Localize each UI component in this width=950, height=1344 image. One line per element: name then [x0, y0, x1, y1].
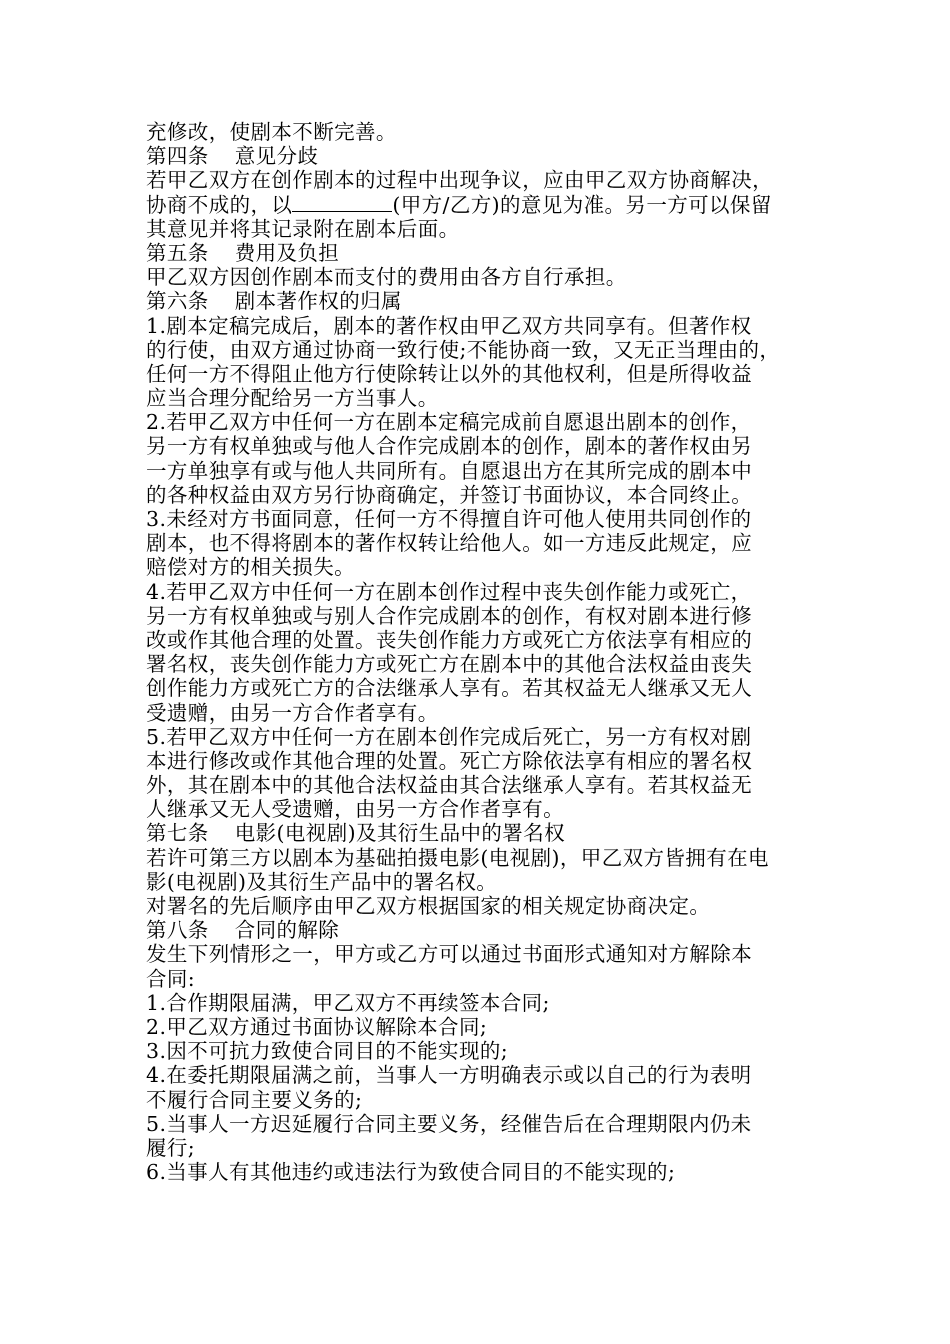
list-item: 履行;	[146, 1135, 196, 1160]
body-line: 改或作其他合理的处置。丧失创作能力方或死亡方依法享有相应的	[146, 627, 753, 652]
list-item: 1.合作期限届满，甲乙双方不再续签本合同;	[146, 990, 550, 1015]
body-line: 影(电视剧)及其衍生产品中的署名权。	[146, 869, 498, 894]
body-line: 署名权，丧失创作能力方或死亡方在剧本中的其他合法权益由丧失	[146, 652, 753, 677]
body-line: 发生下列情形之一，甲方或乙方可以通过书面形式通知对方解除本	[146, 942, 753, 967]
body-line: 对署名的先后顺序由甲乙双方根据国家的相关规定协商决定。	[146, 894, 711, 918]
body-line: 本进行修改或作其他合理的处置。死亡方除依法享有相应的署名权	[146, 748, 753, 773]
article-heading	[146, 289, 814, 313]
body-line: 3.未经对方书面同意，任何一方不得擅自许可他人使用共同创作的	[146, 507, 752, 531]
body-line: 4.若甲乙双方中任何一方在剧本创作过程中丧失创作能力或死亡，	[146, 579, 752, 604]
body-line: 充修改，使剧本不断完善。	[146, 120, 397, 144]
body-line: 2.若甲乙双方中任何一方在剧本定稿完成前自愿退出剧本的创作，	[146, 410, 752, 435]
article-title: 合同的解除	[234, 918, 340, 943]
list-item: 不履行合同主要义务的;	[146, 1087, 363, 1112]
body-line: 人继承又无人受遗赠，由另一方合作者享有。	[146, 797, 564, 822]
article-title: 费用及负担	[234, 240, 340, 265]
body-line: 剧本，也不得将剧本的著作权转让给他人。如一方违反此规定，应	[146, 531, 753, 556]
body-line	[146, 193, 814, 217]
body-text: (甲方/乙方)的意见为准。另一方可以保留	[392, 192, 772, 217]
body-line: 合同:	[146, 966, 196, 991]
body-line: 5.若甲乙双方中任何一方在剧本创作完成后死亡，另一方有权对剧	[146, 724, 752, 749]
body-line: 另一方有权单独或与别人合作完成剧本的创作，有权对剧本进行修	[146, 603, 753, 628]
article-heading	[146, 821, 814, 845]
list-item: 5.当事人一方迟延履行合同主要义务，经催告后在合理期限内仍未	[146, 1111, 752, 1136]
body-line: 若甲乙双方在创作剧本的过程中出现争议，应由甲乙双方协商解决，	[146, 168, 773, 193]
list-item: 3.因不可抗力致使合同目的不能实现的;	[146, 1039, 509, 1064]
list-item: 4.在委托期限届满之前，当事人一方明确表示或以自己的行为表明	[146, 1063, 752, 1088]
article-title: 剧本著作权的归属	[234, 289, 402, 314]
article-number: 第八条	[146, 918, 209, 943]
list-item: 2.甲乙双方通过书面协议解除本合同;	[146, 1014, 488, 1039]
body-line: 若许可第三方以剧本为基础拍摄电影(电视剧)，甲乙双方皆拥有在电	[146, 845, 769, 870]
body-line: 的行使，由双方通过协商一致行使;不能协商一致，又无正当理由的，	[146, 337, 781, 362]
body-line: 甲乙双方因创作剧本而支付的费用由各方自行承担。	[146, 265, 627, 290]
body-line: 一方单独享有或与他人共同所有。自愿退出方在其所完成的剧本中	[146, 458, 753, 483]
body-line: 的各种权益由双方另行协商确定，并签订书面协议，本合同终止。	[146, 482, 753, 507]
article-heading	[146, 144, 814, 168]
article-heading	[146, 918, 814, 942]
list-item: 6.当事人有其他违约或违法行为致使合同目的不能实现的;	[146, 1160, 676, 1185]
body-line: 外，其在剧本中的其他合法权益由其合法继承人享有。若其权益无	[146, 773, 753, 798]
fill-in-blank[interactable]	[292, 194, 392, 212]
article-number: 第六条	[146, 289, 209, 314]
body-line: 受遗赠，由另一方合作者享有。	[146, 700, 439, 725]
article-title: 意见分歧	[234, 144, 319, 169]
article-number: 第四条	[146, 144, 209, 169]
document-body	[146, 120, 814, 1184]
body-line: 另一方有权单独或与他人合作完成剧本的创作，剧本的著作权由另	[146, 434, 753, 459]
article-number: 第五条	[146, 240, 209, 265]
body-line: 赔偿对方的相关损失。	[146, 555, 355, 580]
body-line: 任何一方不得阻止他方行使除转让以外的其他权利，但是所得收益	[146, 361, 753, 386]
article-heading	[146, 241, 814, 265]
article-number: 第七条	[146, 821, 209, 846]
body-line: 1.剧本定稿完成后，剧本的著作权由甲乙双方共同享有。但著作权	[146, 313, 752, 338]
body-line: 其意见并将其记录附在剧本后面。	[146, 216, 460, 241]
body-text: 协商不成的，以	[146, 192, 293, 217]
article-title: 电影(电视剧)及其衍生品中的署名权	[234, 821, 565, 846]
body-line: 应当合理分配给另一方当事人。	[146, 386, 439, 411]
body-line: 创作能力方或死亡方的合法继承人享有。若其权益无人继承又无人	[146, 676, 753, 701]
